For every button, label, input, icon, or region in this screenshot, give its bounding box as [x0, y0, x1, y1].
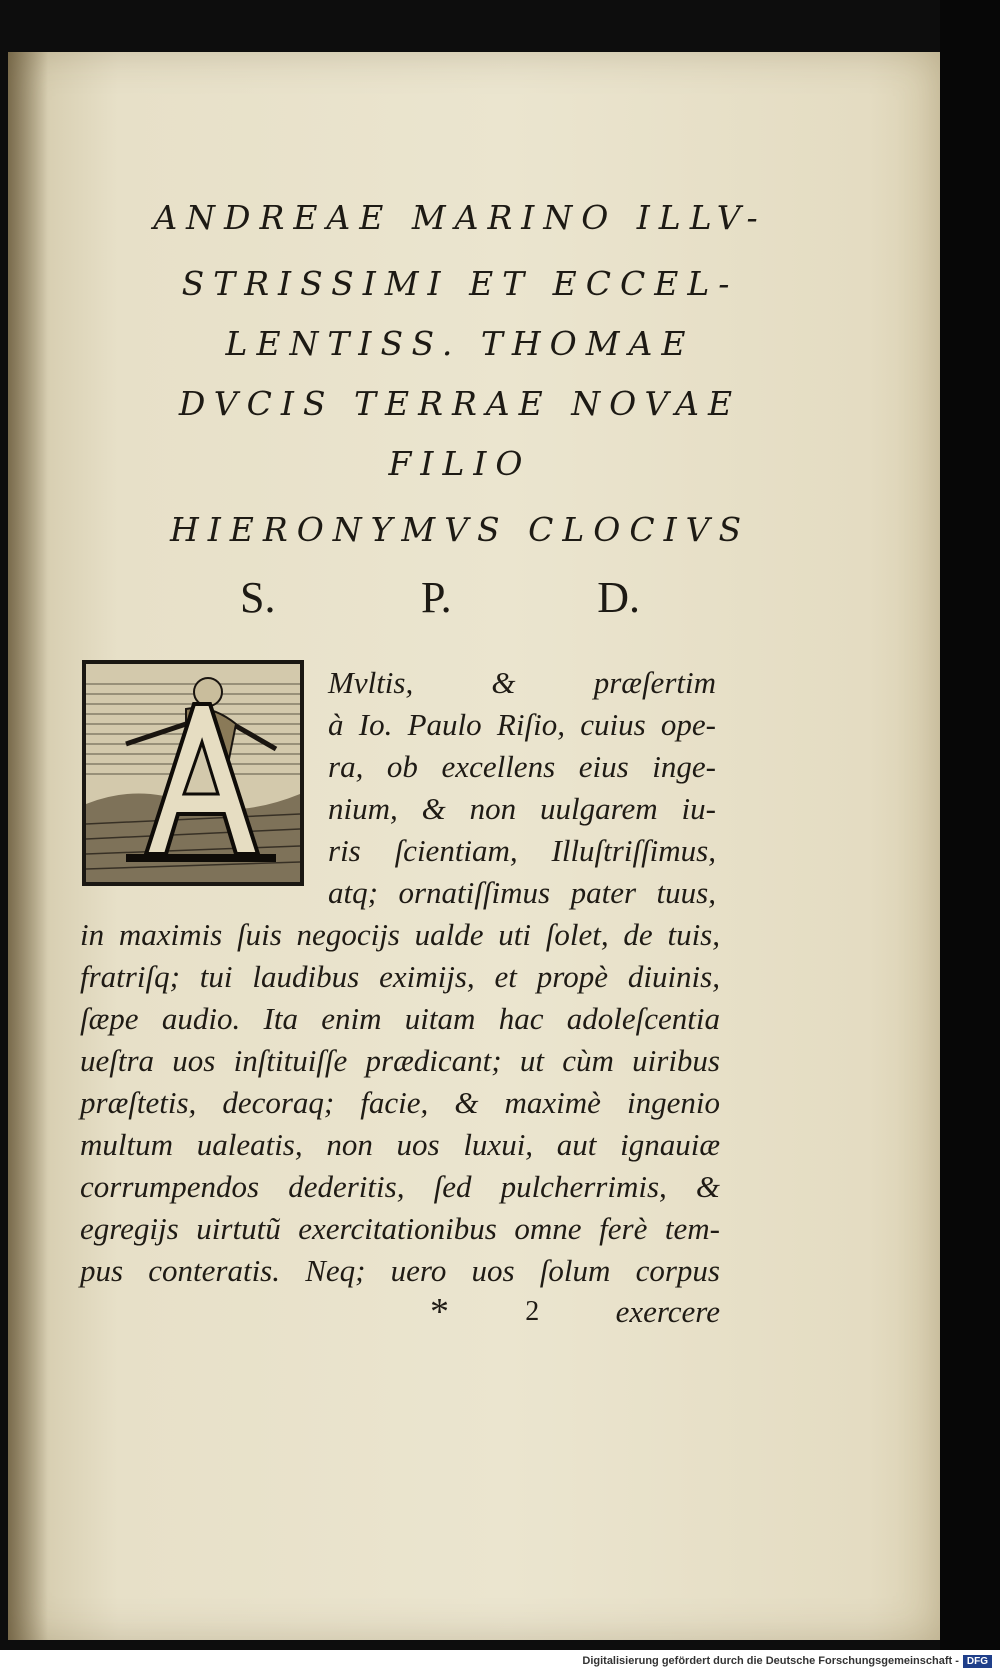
- heading-line-1: ANDREAE MARINO ILLV-: [153, 198, 767, 237]
- heading-line-4: DVCIS TERRAE NOVAE: [178, 384, 742, 423]
- dfg-logo: DFG: [963, 1655, 992, 1668]
- text-line: ris ſcientiam, Illuſtriſſimus,: [328, 833, 716, 868]
- signature-mark: *: [430, 1291, 449, 1333]
- spd-d: D.: [597, 573, 640, 622]
- text-line: atq; ornatiſſimus pater tuus,: [328, 875, 716, 910]
- text-line: egregijs uirtutũ exercitationibus omne ferè tem-: [80, 1211, 720, 1246]
- signature-number: 2: [525, 1296, 540, 1327]
- page-footer: [430, 1290, 720, 1334]
- digitization-credit-bar: [0, 1650, 1000, 1672]
- catchword: exercere: [615, 1294, 720, 1329]
- spd-s: S.: [240, 573, 276, 622]
- spine-shadow: [8, 52, 48, 1640]
- text-line: ſæpe audio. Ita enim uitam hac adoleſcentia: [80, 1001, 720, 1036]
- text-line: fratriſq; tui laudibus eximijs, et propè diuinis,: [80, 959, 720, 994]
- text-line: ra, ob excellens eius inge-: [328, 749, 716, 784]
- decorated-initial-a: [82, 660, 304, 886]
- woodcut-initial-illustration: [86, 664, 300, 882]
- text-line: multum ualeatis, non uos luxui, aut ignauiæ: [80, 1127, 720, 1162]
- text-line: præſtetis, decoraq; facie, & maximè ingenio: [80, 1085, 720, 1120]
- heading-line-2: STRISSIMI ET ECCEL-: [181, 264, 739, 303]
- text-line: corrumpendos dederitis, ſed pulcherrimis, &: [80, 1169, 720, 1204]
- text-line: Mvltis, & præſertim: [328, 665, 716, 700]
- right-margin-dark: [940, 0, 1000, 1650]
- spd-p: P.: [421, 573, 452, 622]
- text-line: in maximis ſuis negocijs ualde uti ſolet, de tuis,: [80, 917, 720, 952]
- salutation-spd: [240, 572, 640, 623]
- credit-text: Digitalisierung gefördert durch die Deutsche Forschungsgemeinschaft -: [582, 1655, 959, 1667]
- heading-line-5: FILIO: [388, 444, 532, 483]
- heading-line-6: HIERONYMVS CLOCIVS: [169, 510, 751, 549]
- text-line: pus conteratis. Neq; uero uos ſolum corpus: [80, 1253, 720, 1288]
- heading-line-3: LENTISS. THOMAE: [225, 324, 695, 363]
- text-line: nium, & non uulgarem iu-: [328, 791, 716, 826]
- text-line: à Io. Paulo Riſio, cuius ope-: [328, 707, 716, 742]
- text-line: ueſtra uos inſtituiſſe prædicant; ut cùm uiribus: [80, 1043, 720, 1078]
